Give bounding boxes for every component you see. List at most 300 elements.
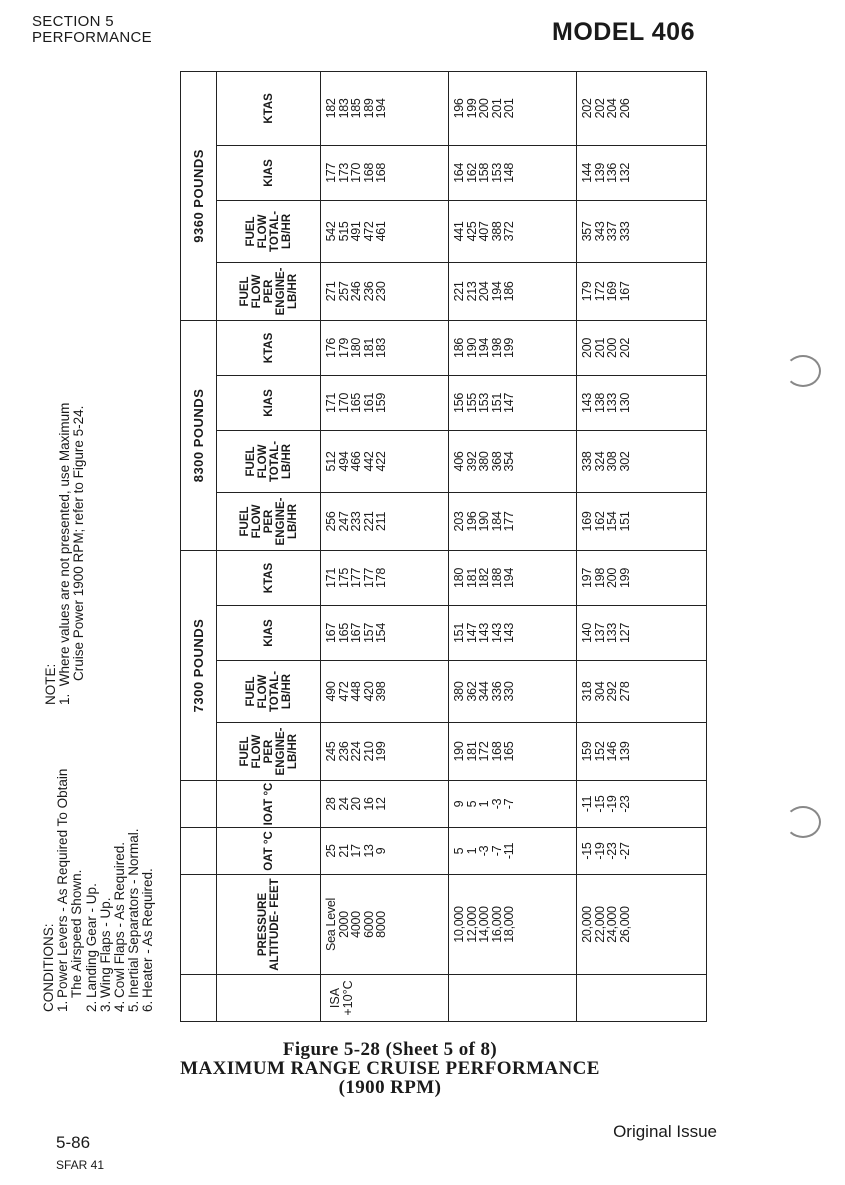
table-cell-value: 26,000 bbox=[617, 906, 632, 943]
table-cell-value: 183 bbox=[374, 337, 388, 358]
table-cell-value: 12 bbox=[374, 797, 388, 811]
table-cell-value: 442 bbox=[361, 451, 376, 472]
table-cell-value: 199 bbox=[464, 98, 479, 119]
table-cell-value: 5 bbox=[464, 800, 479, 808]
table-cell-value: 200 bbox=[477, 98, 491, 119]
cell-w8300-ff-engine bbox=[321, 492, 449, 550]
table-cell-value: 179 bbox=[336, 337, 351, 358]
table-cell-value: 425 bbox=[464, 221, 479, 242]
table-cell-value: 1 bbox=[477, 800, 491, 808]
table-cell-value: 172 bbox=[592, 281, 607, 302]
table-cell-value: 344 bbox=[477, 681, 491, 702]
table-cell-value: 512 bbox=[324, 451, 338, 472]
note-line-1: Where values are not presented, use Maximum bbox=[57, 402, 73, 687]
table-cell-value: 177 bbox=[502, 511, 516, 532]
note-title: NOTE: bbox=[43, 663, 58, 705]
cell-w7300-ff-total bbox=[449, 661, 577, 723]
table-cell-value: 13 bbox=[361, 844, 376, 858]
table-cell-value: 20,000 bbox=[580, 906, 594, 943]
table-cell-value: 147 bbox=[502, 392, 516, 413]
column-header-fuel-flow-total: FUEL FLOW TOTAL- LB/HR bbox=[217, 661, 321, 723]
column-header-fuel-flow-engine: FUEL FLOW PER ENGINE- LB/HR bbox=[217, 723, 321, 781]
table-cell-value: 144 bbox=[580, 162, 594, 183]
table-cell-value: 190 bbox=[477, 511, 491, 532]
table-cell-value: 17 bbox=[349, 844, 363, 858]
cell-w8300-kias bbox=[577, 375, 707, 430]
table-cell-value: 336 bbox=[489, 681, 504, 702]
column-header-ioat: IOAT °C bbox=[217, 781, 321, 828]
condition-text: Wing Flaps - Up. bbox=[97, 897, 113, 998]
table-cell-value: 5 bbox=[452, 847, 466, 855]
condition-text: Landing Gear - Up. bbox=[83, 883, 99, 998]
table-cell-value: 198 bbox=[592, 568, 607, 588]
table-cell-value: 10,000 bbox=[452, 906, 466, 943]
cell-w7300-ff-engine bbox=[321, 723, 449, 781]
table-cell-value: 472 bbox=[361, 221, 376, 242]
table-cell-value: -11 bbox=[580, 795, 594, 813]
table-cell-value: 178 bbox=[374, 568, 388, 588]
table-cell-value: 338 bbox=[580, 451, 594, 472]
table-cell-value: 388 bbox=[489, 221, 504, 242]
table-cell-value: 380 bbox=[452, 681, 466, 702]
table-cell-value: 143 bbox=[580, 392, 594, 413]
table-cell-value: 130 bbox=[617, 392, 632, 413]
table-cell-value: 304 bbox=[592, 681, 607, 702]
cell-w9360-ff-engine bbox=[577, 262, 707, 320]
table-cell-value: -15 bbox=[580, 842, 594, 860]
table-cell-value: 162 bbox=[592, 511, 607, 532]
table-cell-value: 171 bbox=[324, 392, 338, 413]
table-cell-value: 302 bbox=[617, 451, 632, 472]
cell-w7300-kias bbox=[577, 606, 707, 661]
table-cell-value: 173 bbox=[336, 162, 351, 183]
table-cell-value: 181 bbox=[464, 741, 479, 762]
table-cell-value: 147 bbox=[464, 623, 479, 643]
table-cell-value: 362 bbox=[464, 681, 479, 702]
table-cell-value: 368 bbox=[489, 451, 504, 472]
table-cell-value: 292 bbox=[605, 681, 619, 702]
table-cell-value: 138 bbox=[592, 392, 607, 413]
table-cell-value: 188 bbox=[489, 568, 504, 588]
cell-w9360-ktas bbox=[449, 71, 577, 145]
altitude-cell bbox=[321, 875, 449, 975]
table-cell-value: 24 bbox=[336, 797, 351, 811]
isa-label: ISA bbox=[328, 987, 342, 1009]
table-cell-value: 8000 bbox=[374, 911, 388, 938]
table-cell-value: -23 bbox=[605, 842, 619, 860]
table-cell-value: 155 bbox=[464, 392, 479, 413]
table-cell-value: -27 bbox=[617, 842, 632, 860]
isa-delta: +10°C bbox=[341, 980, 355, 1016]
table-cell-value: 221 bbox=[361, 511, 376, 532]
table-cell-value: 190 bbox=[452, 741, 466, 762]
table-cell-value: 4000 bbox=[349, 911, 363, 938]
altitude-cell bbox=[577, 875, 707, 975]
table-cell-value: 199 bbox=[374, 741, 388, 762]
cell-w7300-ff-total bbox=[321, 661, 449, 723]
figure-rpm: (1900 RPM) bbox=[338, 1077, 442, 1098]
table-cell-value: 198 bbox=[489, 337, 504, 358]
note-number: 1. bbox=[57, 693, 73, 705]
table-cell-value: 137 bbox=[592, 623, 607, 643]
section-label bbox=[32, 14, 152, 46]
table-cell-value: 151 bbox=[489, 392, 504, 413]
table-cell-value: 16,000 bbox=[489, 906, 504, 943]
table-cell-value: 168 bbox=[361, 162, 376, 183]
table-cell-value: 156 bbox=[452, 392, 466, 413]
condition-number: 3. bbox=[97, 1000, 113, 1012]
table-cell-value: 247 bbox=[336, 511, 351, 532]
table-cell-value: 354 bbox=[502, 451, 516, 472]
cell-w7300-ktas bbox=[321, 550, 449, 605]
table-cell-value: 158 bbox=[477, 162, 491, 183]
table-cell-value: 159 bbox=[580, 741, 594, 762]
table-cell-value: 136 bbox=[605, 162, 619, 183]
table-cell-value: 194 bbox=[477, 337, 491, 358]
table-cell-value: -23 bbox=[617, 795, 632, 813]
table-cell-value: 224 bbox=[349, 741, 363, 762]
cell-w9360-ktas bbox=[577, 71, 707, 145]
table-cell-value: 165 bbox=[502, 741, 516, 762]
table-cell-value: 461 bbox=[374, 221, 388, 242]
table-cell-value: 143 bbox=[477, 623, 491, 643]
table-cell-value: 148 bbox=[502, 162, 516, 183]
column-header-ktas: KTAS bbox=[217, 71, 321, 145]
table-cell-value: 146 bbox=[605, 741, 619, 762]
table-cell-value: 1 bbox=[464, 847, 479, 855]
cell-w9360-ff-total bbox=[449, 200, 577, 262]
table-cell-value: 491 bbox=[349, 221, 363, 242]
cell-w7300-ktas bbox=[449, 550, 577, 605]
isa-cell bbox=[577, 975, 707, 1022]
table-cell-value: 256 bbox=[324, 511, 338, 532]
conditions-title: CONDITIONS: bbox=[41, 923, 56, 1012]
note-block bbox=[44, 403, 87, 705]
oat-cell bbox=[449, 828, 577, 875]
conditions-block bbox=[42, 769, 156, 1012]
table-cell-value: 132 bbox=[617, 162, 632, 183]
table-cell-value: 159 bbox=[374, 392, 388, 413]
table-cell-value: 194 bbox=[374, 98, 388, 119]
table-cell-value: 236 bbox=[361, 281, 376, 302]
table-cell-value: 168 bbox=[489, 741, 504, 762]
table-cell-value: 183 bbox=[336, 98, 351, 119]
header-blank bbox=[181, 781, 217, 828]
table-cell-value: 200 bbox=[580, 337, 594, 358]
table-cell-value: -7 bbox=[502, 798, 516, 810]
table-cell-value: 233 bbox=[349, 511, 363, 532]
condition-text: Power Levers - As Required To Obtain bbox=[55, 768, 71, 998]
table-cell-value: 151 bbox=[617, 511, 632, 532]
table-cell-value: 170 bbox=[349, 162, 363, 183]
table-cell-value: 18,000 bbox=[502, 906, 516, 943]
table-cell-value: 189 bbox=[361, 98, 376, 119]
table-cell-value: 333 bbox=[617, 221, 632, 242]
table-cell-value: 406 bbox=[452, 451, 466, 472]
table-cell-value: -19 bbox=[605, 795, 619, 813]
table-cell-value: 133 bbox=[605, 623, 619, 643]
table-cell-value: 210 bbox=[361, 741, 376, 762]
cell-w8300-ff-engine bbox=[577, 492, 707, 550]
binder-hole-icon bbox=[785, 806, 821, 838]
cell-w9360-ff-engine bbox=[449, 262, 577, 320]
table-cell-value: 153 bbox=[489, 162, 504, 183]
column-header-kias: KIAS bbox=[217, 145, 321, 200]
table-cell-value: 170 bbox=[336, 392, 351, 413]
table-cell-value: 179 bbox=[580, 281, 594, 302]
table-cell-value: 165 bbox=[349, 392, 363, 413]
cell-w7300-ff-engine bbox=[449, 723, 577, 781]
table-row bbox=[321, 71, 449, 1021]
table-cell-value: 271 bbox=[324, 281, 338, 302]
section-number: SECTION 5 bbox=[32, 13, 114, 30]
table-cell-value: 201 bbox=[502, 98, 516, 119]
cell-w8300-ktas bbox=[449, 320, 577, 375]
column-header-kias: KIAS bbox=[217, 606, 321, 661]
ioat-cell bbox=[321, 781, 449, 828]
table-cell-value: 24,000 bbox=[605, 906, 619, 943]
table-cell-value: 398 bbox=[374, 681, 388, 702]
condition-item bbox=[70, 769, 84, 1012]
table-cell-value: 204 bbox=[477, 281, 491, 302]
table-cell-value: 182 bbox=[477, 568, 491, 588]
altitude-cell bbox=[449, 875, 577, 975]
table-cell-value: -7 bbox=[489, 845, 504, 857]
table-cell-value: 372 bbox=[502, 221, 516, 242]
table-cell-value: -15 bbox=[592, 795, 607, 813]
table-cell-value: 422 bbox=[374, 451, 388, 472]
table-cell-value: 420 bbox=[361, 681, 376, 702]
table-cell-value: -19 bbox=[592, 842, 607, 860]
table-cell-value: 161 bbox=[361, 392, 376, 413]
figure-caption bbox=[100, 1040, 680, 1097]
table-cell-value: 213 bbox=[464, 281, 479, 302]
table-cell-value: 21 bbox=[336, 844, 351, 858]
table-cell-value: 177 bbox=[349, 568, 363, 588]
cell-w9360-ff-total bbox=[321, 200, 449, 262]
table-cell-value: 194 bbox=[489, 281, 504, 302]
table-cell-value: 154 bbox=[605, 511, 619, 532]
condition-item bbox=[113, 769, 127, 1012]
table-cell-value: 25 bbox=[324, 844, 338, 858]
table-row bbox=[577, 71, 707, 1021]
header-blank bbox=[181, 875, 217, 975]
table-cell-value: 221 bbox=[452, 281, 466, 302]
column-header-fuel-flow-total: FUEL FLOW TOTAL- LB/HR bbox=[217, 200, 321, 262]
table-cell-value: 180 bbox=[452, 568, 466, 588]
column-header-kias: KIAS bbox=[217, 375, 321, 430]
table-cell-value: 169 bbox=[580, 511, 594, 532]
table-cell-value: 167 bbox=[324, 623, 338, 643]
header-blank bbox=[181, 828, 217, 875]
table-cell-value: 199 bbox=[617, 568, 632, 588]
table-cell-value: 236 bbox=[336, 741, 351, 762]
table-cell-value: 407 bbox=[477, 221, 491, 242]
weight-header-9360: 9360 POUNDS bbox=[181, 71, 217, 320]
table-cell-value: 162 bbox=[464, 162, 479, 183]
table-cell-value: 143 bbox=[502, 623, 516, 643]
table-cell-value: 6000 bbox=[361, 911, 376, 938]
table-cell-value: 28 bbox=[324, 797, 338, 811]
table-cell-value: 392 bbox=[464, 451, 479, 472]
table-cell-value: 200 bbox=[605, 568, 619, 588]
condition-item bbox=[141, 769, 155, 1012]
table-cell-value: 157 bbox=[361, 623, 376, 643]
condition-number: 6. bbox=[140, 1000, 156, 1012]
table-cell-value: 20 bbox=[349, 797, 363, 811]
weight-header-7300: 7300 POUNDS bbox=[181, 550, 217, 780]
condition-text: The Airspeed Shown. bbox=[69, 869, 85, 998]
table-cell-value: 140 bbox=[580, 623, 594, 643]
table-cell-value: 199 bbox=[502, 337, 516, 358]
table-cell-value: 176 bbox=[324, 337, 338, 358]
table-cell-value: 139 bbox=[617, 741, 632, 762]
table-cell-value: 494 bbox=[336, 451, 351, 472]
cell-w9360-kias bbox=[577, 145, 707, 200]
table-cell-value: 196 bbox=[464, 511, 479, 532]
issue-label: Original Issue bbox=[613, 1122, 717, 1141]
header-blank bbox=[181, 975, 217, 1022]
table-cell-value: 139 bbox=[592, 162, 607, 183]
binder-hole-icon bbox=[785, 355, 821, 387]
table-cell-value: 380 bbox=[477, 451, 491, 472]
cell-w7300-kias bbox=[449, 606, 577, 661]
condition-text: Inertial Separators - Normal. bbox=[126, 828, 142, 998]
condition-item bbox=[56, 769, 70, 1012]
table-cell-value: 167 bbox=[617, 281, 632, 302]
table-cell-value: 153 bbox=[477, 392, 491, 413]
condition-item bbox=[127, 769, 141, 1012]
cell-w9360-ff-total bbox=[577, 200, 707, 262]
table-cell-value: 167 bbox=[349, 623, 363, 643]
column-header-fuel-flow-engine: FUEL FLOW PER ENGINE- LB/HR bbox=[217, 262, 321, 320]
table-cell-value: 200 bbox=[605, 337, 619, 358]
cell-w9360-kias bbox=[449, 145, 577, 200]
column-header-fuel-flow-total: FUEL FLOW TOTAL- LB/HR bbox=[217, 430, 321, 492]
header-blank bbox=[217, 975, 321, 1022]
performance-table bbox=[180, 71, 707, 1022]
table-cell-value: 278 bbox=[617, 681, 632, 702]
table-cell-value: 169 bbox=[605, 281, 619, 302]
condition-text: Cowl Flaps - As Required. bbox=[112, 841, 128, 998]
table-cell-value: 201 bbox=[592, 337, 607, 358]
isa-cell bbox=[449, 975, 577, 1022]
table-cell-value: 184 bbox=[489, 511, 504, 532]
table-cell-value: 14,000 bbox=[477, 906, 491, 943]
condition-number: 5. bbox=[126, 1000, 142, 1012]
cell-w9360-kias bbox=[321, 145, 449, 200]
section-title: PERFORMANCE bbox=[32, 29, 152, 46]
cell-w8300-ff-total bbox=[577, 430, 707, 492]
oat-cell bbox=[577, 828, 707, 875]
table-cell-value: 182 bbox=[324, 98, 338, 119]
table-cell-value: 22,000 bbox=[592, 906, 607, 943]
cell-w7300-kias bbox=[321, 606, 449, 661]
cell-w9360-ff-engine bbox=[321, 262, 449, 320]
figure-number: Figure 5-28 (Sheet 5 of 8) bbox=[282, 1039, 498, 1060]
table-cell-value: 230 bbox=[374, 281, 388, 302]
table-cell-value: 357 bbox=[580, 221, 594, 242]
sfar-label: SFAR 41 bbox=[56, 1158, 105, 1172]
table-cell-value: 185 bbox=[349, 98, 363, 119]
cell-w9360-ktas bbox=[321, 71, 449, 145]
table-cell-value: 181 bbox=[464, 568, 479, 588]
table-cell-value: 175 bbox=[336, 568, 351, 588]
condition-item bbox=[99, 769, 113, 1012]
table-cell-value: 165 bbox=[336, 623, 351, 643]
cell-w8300-kias bbox=[449, 375, 577, 430]
table-cell-value: 9 bbox=[374, 847, 388, 855]
cell-w8300-ff-total bbox=[321, 430, 449, 492]
figure-title: MAXIMUM RANGE CRUISE PERFORMANCE bbox=[180, 1058, 600, 1079]
table-cell-value: 324 bbox=[592, 451, 607, 472]
table-row bbox=[449, 71, 577, 1021]
column-header-fuel-flow-engine: FUEL FLOW PER ENGINE- LB/HR bbox=[217, 492, 321, 550]
condition-item bbox=[85, 769, 99, 1012]
table-cell-value: 246 bbox=[349, 281, 363, 302]
table-cell-value: 318 bbox=[580, 681, 594, 702]
ioat-cell bbox=[577, 781, 707, 828]
table-cell-value: 151 bbox=[452, 623, 466, 643]
table-cell-value: 196 bbox=[452, 98, 466, 119]
table-cell-value: 2000 bbox=[336, 911, 351, 938]
table-cell-value: 133 bbox=[605, 392, 619, 413]
table-cell-value: 143 bbox=[489, 623, 504, 643]
page-number: 5-86 bbox=[56, 1133, 91, 1152]
column-header-oat: OAT °C bbox=[217, 828, 321, 875]
table-cell-value: 308 bbox=[605, 451, 619, 472]
column-header-altitude: PRESSURE ALTITUDE- FEET bbox=[217, 875, 321, 975]
table-cell-value: 177 bbox=[324, 162, 338, 183]
model-title: MODEL 406 bbox=[552, 18, 695, 46]
table-cell-value: 337 bbox=[605, 221, 619, 242]
table-cell-value: 245 bbox=[324, 741, 338, 762]
table-cell-value: Sea Level bbox=[324, 898, 338, 951]
table-cell-value: 466 bbox=[349, 451, 363, 472]
condition-number: 1. bbox=[55, 1000, 71, 1012]
cell-w8300-ff-total bbox=[449, 430, 577, 492]
table-cell-value: 194 bbox=[502, 568, 516, 588]
table-cell-value: 171 bbox=[324, 568, 338, 588]
condition-number: 4. bbox=[112, 1000, 128, 1012]
table-cell-value: 172 bbox=[477, 741, 491, 762]
cell-w8300-kias bbox=[321, 375, 449, 430]
weight-header-8300: 8300 POUNDS bbox=[181, 320, 217, 550]
table-cell-value: 472 bbox=[336, 681, 351, 702]
table-cell-value: 16 bbox=[361, 797, 376, 811]
table-cell-value: 154 bbox=[374, 623, 388, 643]
isa-cell bbox=[321, 975, 449, 1022]
table-cell-value: 190 bbox=[464, 337, 479, 358]
table-cell-value: 211 bbox=[374, 511, 388, 531]
table-cell-value: 202 bbox=[580, 98, 594, 119]
ioat-cell bbox=[449, 781, 577, 828]
table-cell-value: 542 bbox=[324, 221, 338, 242]
table-cell-value: -3 bbox=[489, 798, 504, 810]
table-cell-value: 177 bbox=[361, 568, 376, 588]
table-cell-value: 181 bbox=[361, 337, 376, 358]
table-cell-value: 186 bbox=[452, 337, 466, 358]
table-cell-value: 515 bbox=[336, 221, 351, 242]
cell-w7300-ff-engine bbox=[577, 723, 707, 781]
table-cell-value: 127 bbox=[617, 623, 632, 643]
table-cell-value: 12,000 bbox=[464, 906, 479, 943]
table-cell-value: 168 bbox=[374, 162, 388, 183]
table-cell-value: 201 bbox=[489, 98, 504, 119]
table-cell-value: 202 bbox=[592, 98, 607, 119]
note-line-2: Cruise Power 1900 RPM; refer to Figure 5-24. bbox=[71, 405, 87, 681]
cell-w8300-ktas bbox=[321, 320, 449, 375]
